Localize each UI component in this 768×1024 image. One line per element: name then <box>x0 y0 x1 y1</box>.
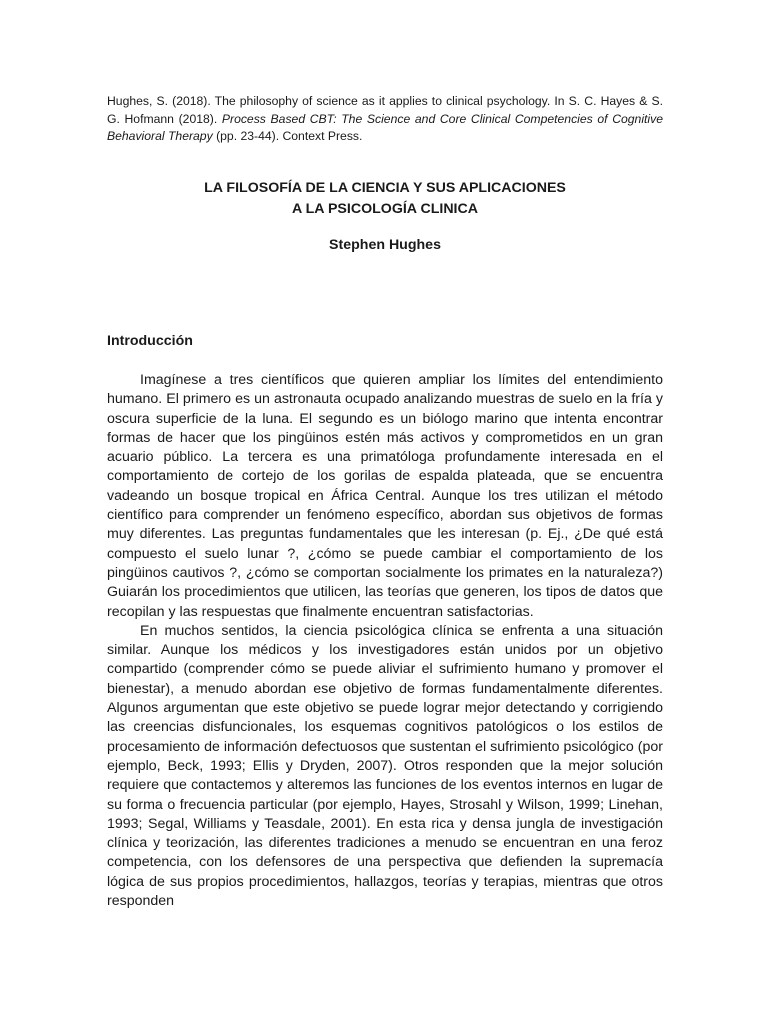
title-line-2: A LA PSICOLOGÍA CLINICA <box>291 201 478 217</box>
citation-pages-publisher: (pp. 23-44). Context Press. <box>212 129 363 143</box>
section-heading: Introducción <box>107 333 193 349</box>
document-title <box>107 178 663 220</box>
paragraph-2: En muchos sentidos, la ciencia psicológica clínica se enfrenta a una situación similar. Aunque los médicos y los investigadores están unidos por un objetivo compartido (comprender cómo se puede aliviar el sufrimiento humano y promover el bienestar), a menudo abordan ese objetivo de formas fundamentalmente diferentes. Algunos argumentan que este objetivo se puede lograr mejor detectando y corrigiendo las creencias disfuncionales, los esquemas cognitivos patológicos o los estilos de procesamiento de información defectuosos que sustentan el sufrimiento psicológico (por ejemplo, Beck, 1993; Ellis y Dryden, 2007). Otros responden que la mejor solución requiere que contactemos y alteremos las funciones de los eventos internos en lugar de su forma o frecuencia particular (por ejemplo, Hayes, Strosahl y Wilson, 1999; Linehan, 1993; Segal, Williams y Teasdale, 2001). En esta rica y densa jungla de investigación clínica y teorización, las diferentes tradiciones a menudo se encuentran en una feroz competencia, con los defensores de una perspectiva que defienden la supremacía lógica de sus propios procedimientos, hallazgos, teorías y terapias, mientras que otros responden <box>107 622 663 910</box>
title-line-1: LA FILOSOFÍA DE LA CIENCIA Y SUS APLICACIONES <box>204 180 566 196</box>
citation <box>107 93 663 146</box>
paragraph-1: Imagínese a tres científicos que quieren ampliar los límites del entendimiento humano. El primero es un astronauta ocupado analizando muestras de suelo en la fría y oscura superficie de la luna. El segundo es un biólogo marino que intenta encontrar formas de hacer que los pingüinos estén más activos y comprometidos en un gran acuario público. La tercera es una primatóloga profundamente interesada en el comportamiento de cortejo de los gorilas de espalda plateada, que se encuentra vadeando un bosque tropical en África Central. Aunque los tres utilizan el método científico para comprender un fenómeno específico, abordan sus objetivos de formas muy diferentes. Las preguntas fundamentales que les interesan (p. Ej., ¿De qué está compuesto el suelo lunar ?, ¿cómo se puede cambiar el comportamiento de los pingüinos cautivos ?, ¿cómo se comportan socialmente los primates en la naturaleza?) Guiarán los procedimientos que utilicen, las teorías que generen, los tipos de datos que recopilan y las respuestas que finalmente encuentran satisfactorias. <box>107 372 663 620</box>
body-text <box>107 371 663 911</box>
citation-text: Hughes, S. (2018). The philosophy of science as it applies to clinical psychology. In S. C. Hayes & S. G. Hofmann (2018). <box>107 94 663 126</box>
author-name: Stephen Hughes <box>329 237 441 253</box>
citation-book-title: Process Based CBT: The Science and Core Clinical Competencies of Cognitive Behavioral Therapy <box>107 111 664 143</box>
